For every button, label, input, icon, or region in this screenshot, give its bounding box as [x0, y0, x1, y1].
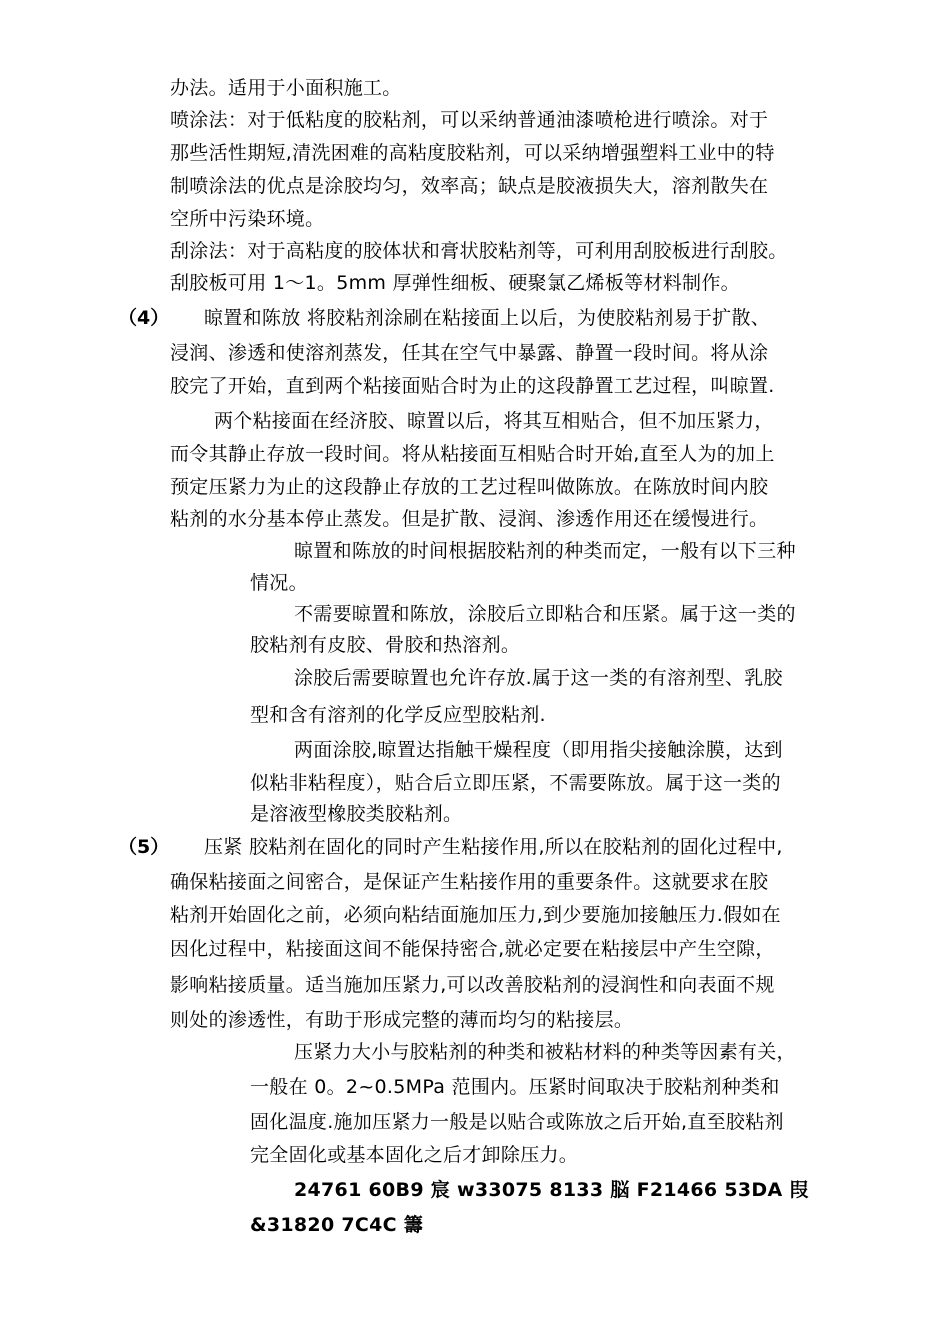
text-line: 压紧 胶粘剂在固化的同时产生粘接作用,所以在胶粘剂的固化过程中,: [204, 836, 783, 858]
code-line: 24761 60B9 宸 w33075 8133 脳 F21466 53DA 叚: [294, 1179, 809, 1201]
text-line: 涂胶后需要晾置也允许存放.属于这一类的有溶剂型、乳胶: [294, 667, 783, 689]
text-line: 影响粘接质量。适当施加压紧力,可以改善胶粘剂的浸润性和向表面不规: [170, 974, 775, 996]
text-line: 似粘非粘程度），贴合后立即压紧，不需要陈放。属于这一类的: [250, 772, 781, 794]
text-line: 则处的渗透性，有助于形成完整的薄而均匀的粘接层。: [170, 1009, 634, 1031]
text-line: 情况。: [250, 572, 308, 594]
code-line: &31820 7C4C 籌: [250, 1214, 424, 1236]
text-line: 压紧力大小与胶粘剂的种类和被粘材料的种类等因素有关，: [294, 1041, 796, 1063]
text-line: 空所中污染环境。: [170, 208, 325, 230]
text-line: 晾置和陈放的时间根据胶粘剂的种类而定，一般有以下三种: [294, 540, 796, 562]
text-line: 而令其静止存放一段时间。将从粘接面互相贴合时开始,直至人为的加上: [170, 443, 775, 465]
text-line: 粘剂开始固化之前，必须向粘结面施加压力,到少要施加接触压力.假如在: [170, 904, 781, 926]
text-line: 胶完了开始，直到两个粘接面贴合时为止的这段静置工艺过程，叫晾置.: [170, 375, 775, 397]
section-number: （4）: [118, 307, 170, 329]
text-line: 型和含有溶剂的化学反应型胶粘剂.: [250, 704, 546, 726]
text-line: 因化过程中，粘接面这间不能保持密合,就必定要在粘接层中产生空隙，: [170, 938, 775, 960]
text-line: 晾置和陈放 将胶粘剂涂刷在粘接面上以后，为使胶粘剂易于扩散、: [204, 307, 771, 329]
text-line: 浸润、渗透和使溶剂蒸发，任其在空气中暴露、静置一段时间。将从涂: [170, 342, 769, 364]
text-line: 两个粘接面在经济胶、晾置以后，将其互相贴合，但不加压紧力，: [214, 410, 774, 432]
text-line: 两面涂胶,晾置达指触干燥程度（即用指尖接触涂膜，达到: [294, 739, 783, 761]
text-line: 确保粘接面之间密合，是保证产生粘接作用的重要条件。这就要求在胶: [170, 871, 769, 893]
text-line: 制喷涂法的优点是涂胶均匀，效率高；缺点是胶液损失大，溶剂散失在: [170, 175, 769, 197]
text-line: 办法。适用于小面积施工。: [170, 77, 402, 99]
text-line: 粘剂的水分基本停止蒸发。但是扩散、浸润、渗透作用还在缓慢进行。: [170, 508, 769, 530]
text-line: 喷涂法：对于低粘度的胶粘剂，可以采纳普通油漆喷枪进行喷涂。对于: [170, 109, 769, 131]
text-line: 刮涂法：对于高粘度的胶体状和膏状胶粘剂等，可利用刮胶板进行刮胶。: [170, 240, 788, 262]
text-line: 那些活性期短,清洗困难的高粘度胶粘剂，可以采纳增强塑料工业中的特: [170, 142, 775, 164]
text-line: 一般在 0。2~0.5MPa 范围内。压紧时间取决于胶粘剂种类和: [250, 1076, 780, 1098]
text-line: 完全固化或基本固化之后才卸除压力。: [250, 1144, 579, 1166]
text-line: 预定压紧力为止的这段静止存放的工艺过程叫做陈放。在陈放时间内胶: [170, 476, 769, 498]
text-line: 胶粘剂有皮胶、骨胶和热溶剂。: [250, 634, 521, 656]
section-number: （5）: [118, 836, 170, 858]
text-line: 不需要晾置和陈放，涂胶后立即粘合和压紧。属于这一类的: [294, 603, 796, 625]
text-line: 是溶液型橡胶类胶粘剂。: [250, 803, 463, 825]
text-line: 固化温度.施加压紧力一般是以贴合或陈放之后开始,直至胶粘剂: [250, 1111, 784, 1133]
text-line: 刮胶板可用 1～1。5mm 厚弹性细板、硬聚氯乙烯板等材料制作。: [170, 272, 740, 294]
